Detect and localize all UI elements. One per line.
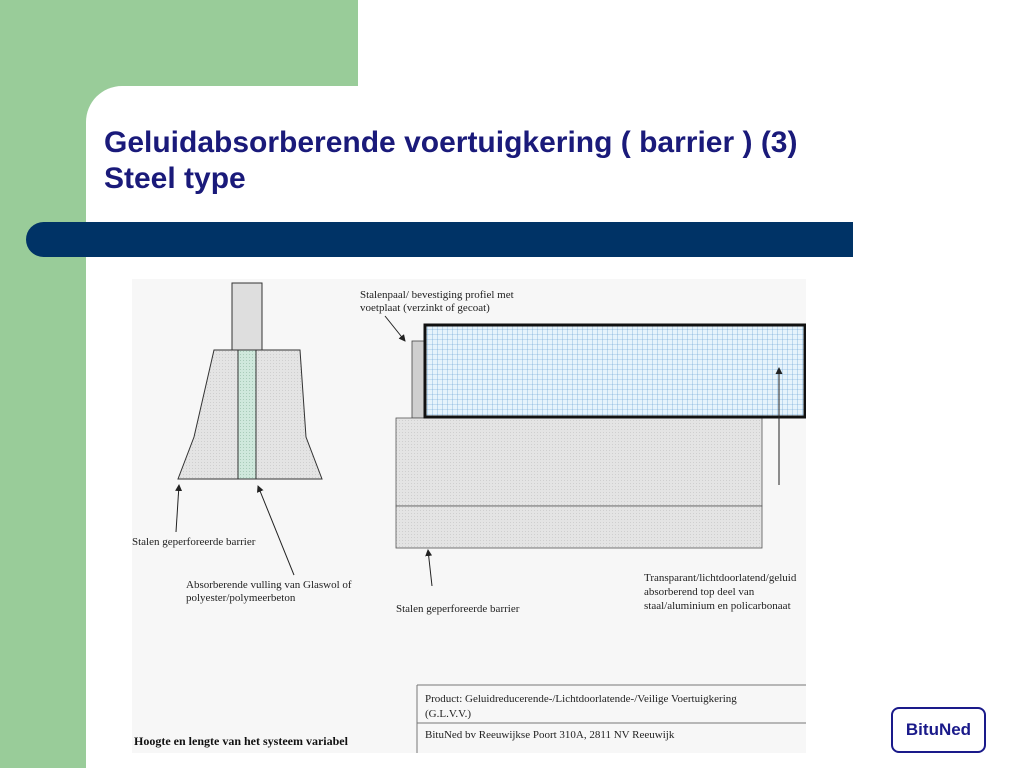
slide-title: [104, 125, 964, 197]
post-label-line1: Stalenpaal/ bevestiging profiel met: [360, 289, 514, 301]
slide-title-line2: Steel type: [104, 162, 246, 195]
product-line2: (G.L.V.V.): [425, 708, 472, 720]
product-line3: BituNed bv Reeuwijkse Poort 310A, 2811 NV Reeuwijk: [425, 729, 675, 741]
lower-barrier-panel: [396, 506, 762, 548]
right-barrier-label: Stalen geperforeerde barrier: [396, 603, 520, 615]
barrier-diagram: [132, 279, 806, 753]
post-top: [232, 283, 262, 350]
top-label-line3: staal/aluminium en policarbonaat: [644, 600, 791, 612]
steel-post: [412, 341, 425, 418]
left-fill-label-line2: polyester/polymeerbeton: [186, 592, 296, 604]
transparent-top-panel: [425, 325, 805, 417]
bituned-logo: [891, 707, 986, 753]
product-line1: Product: Geluidreducerende-/Lichtdoorlatende-/Veilige Voertuigkering: [425, 693, 737, 705]
left-fill-label-line1: Absorberende vulling van Glaswol of: [186, 579, 352, 591]
logo-text: BituNed: [905, 720, 972, 739]
title-underline-bar: [26, 222, 853, 257]
top-label-line1: Transparant/lichtdoorlatend/geluid: [644, 572, 797, 584]
footer-left-note: Hoogte en lengte van het systeem variabel: [134, 734, 348, 748]
side-view: [385, 316, 805, 586]
post-label-line2: voetplaat (verzinkt of gecoat): [360, 302, 490, 314]
left-barrier-label: Stalen geperforeerde barrier: [132, 536, 256, 548]
slide-title-line1: Geluidabsorberende voertuigkering ( barrier ) (3): [104, 126, 798, 159]
top-label-line2: absorberend top deel van: [644, 586, 755, 598]
upper-barrier-panel: [396, 418, 762, 506]
absorbent-fill: [238, 350, 256, 479]
